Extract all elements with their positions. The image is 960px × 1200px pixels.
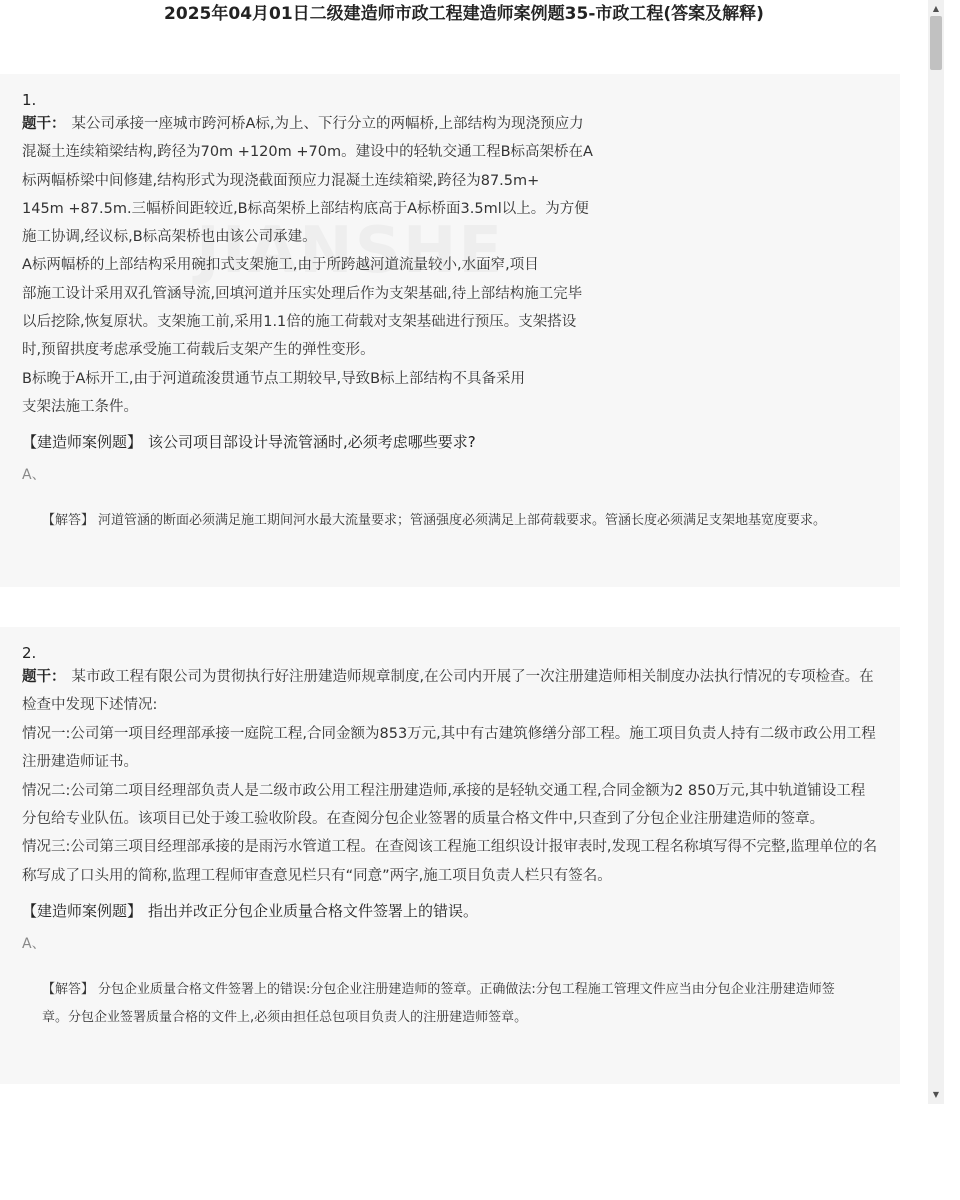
stem-line: 以后挖除,恢复原状。支架施工前,采用1.1倍的施工荷载对支架基础进行预压。支架搭设 — [22, 314, 577, 331]
question-tag: 【建造师案例题】 — [22, 902, 143, 921]
question-text: 该公司项目部设计导流管涵时,必须考虑哪些要求? — [148, 433, 476, 452]
stem-line: A标两幅桥的上部结构采用碗扣式支架施工,由于所跨越河道流量较小,水面窄,项目 — [22, 257, 539, 274]
stem-line: B标晚于A标开工,由于河道疏浚贯通节点工期较早,导致B标上部结构不具备采用 — [22, 370, 526, 387]
question-tag: 【建造师案例题】 — [22, 433, 143, 452]
case-question — [22, 431, 878, 453]
answer-option[interactable]: A、 — [22, 467, 46, 484]
scroll-down-arrow-icon[interactable]: ▼ — [932, 1090, 940, 1099]
stem-line: 某公司承接一座城市跨河桥A标,为上、下行分立的两幅桥,上部结构为现浇预应力 — [71, 116, 584, 132]
answer-explanation — [22, 976, 878, 1032]
answer-text: 分包企业质量合格文件签署上的错误:分包企业注册建造师的签章。正确做法:分包工程施工管理文件应当由分包企业注册建造师签章。分包企业签署质量合格的文件上,必须由担任总包项目负责人的注册建造师签章。 — [42, 982, 835, 1026]
question-number: 1. — [22, 91, 37, 109]
stem-line: 部施工设计采用双孔管涵导流,回填河道并压实处理后作为支架基础,待上部结构施工完毕 — [22, 285, 583, 302]
stem-paragraph: 情况一:公司第一项目经理部承接一庭院工程,合同金额为853万元,其中有古建筑修缮分部工程。施工项目负责人持有二级市政公用工程注册建造师证书。 — [22, 725, 876, 771]
stem-label: 题干： — [22, 116, 66, 132]
stem-line: 标两幅桥梁中间修建,结构形式为现浇截面预应力混凝土连续箱梁,跨径为87.5m+ — [22, 172, 540, 189]
scroll-up-arrow-icon[interactable]: ▲ — [932, 4, 940, 13]
question-number: 2. — [22, 644, 37, 662]
page-title: 2025年04月01日二级建造师市政工程建造师案例题35-市政工程(答案及解释) — [164, 4, 764, 24]
case-question — [22, 900, 878, 922]
question-card — [0, 74, 900, 587]
stem-paragraph: 某市政工程有限公司为贯彻执行好注册建造师规章制度,在公司内开展了一次注册建造师相关制度办法执行情况的专项检查。在检查中发现下述情况: — [22, 669, 874, 714]
answer-option[interactable]: A、 — [22, 936, 46, 953]
scroll-thumb[interactable] — [930, 16, 942, 70]
stem-paragraph: 情况二:公司第二项目经理部负责人是二级市政公用工程注册建造师,承接的是轻轨交通工程,合同金额为2 850万元,其中轨道铺设工程分包给专业队伍。该项目已处于竣工验收阶段。在查阅分包企业签署的质量合格文件中,只查到了分包企业注册建造师的签章。 — [22, 782, 866, 828]
answer-text: 河道管涵的断面必须满足施工期间河水最大流量要求；管涵强度必须满足上部荷载要求。管涵长度必须满足支架地基宽度要求。 — [98, 513, 827, 529]
answer-tag: 【解答】 — [42, 513, 95, 529]
stem-line: 时,预留拱度考虑承受施工荷载后支架产生的弹性变形。 — [22, 342, 375, 359]
stem-label: 题干： — [22, 669, 66, 685]
stem-line: 混凝土连续箱梁结构,跨径为70m +120m +70m。建设中的轻轨交通工程B标高架桥在A — [22, 144, 593, 161]
question-text: 指出并改正分包企业质量合格文件签署上的错误。 — [148, 902, 479, 921]
question-stem — [22, 110, 878, 421]
answer-tag: 【解答】 — [42, 982, 95, 998]
question-card — [0, 627, 900, 1084]
question-stem — [22, 663, 878, 890]
stem-line: 145m +87.5m.三幅桥间距较近,B标高架桥上部结构底高于A标桥面3.5ml以上。为方便 — [22, 200, 589, 217]
stem-paragraph: 情况三:公司第三项目经理部承接的是雨污水管道工程。在查阅该工程施工组织设计报审表时,发现工程名称填写得不完整,监理单位的名称写成了口头用的简称,监理工程师审查意见栏只有“同意”两字,施工项目负责人栏只有签名。 — [22, 839, 878, 884]
answer-explanation — [22, 507, 878, 535]
stem-line: 支架法施工条件。 — [22, 398, 138, 415]
stem-line: 施工协调,经议标,B标高架桥也由该公司承建。 — [22, 229, 317, 246]
vertical-scrollbar[interactable] — [928, 0, 944, 1104]
